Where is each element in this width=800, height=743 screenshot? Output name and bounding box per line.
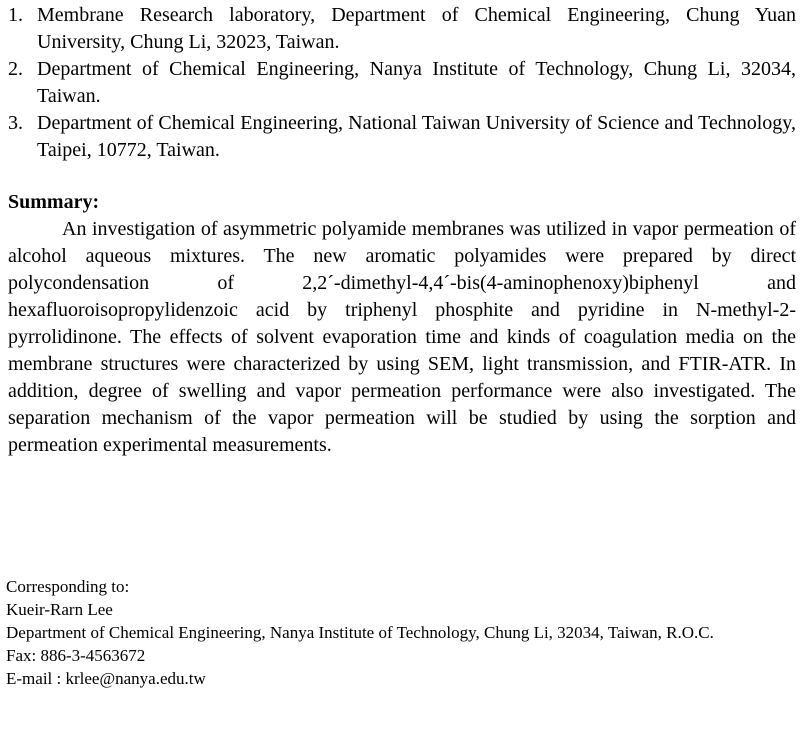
correspondence-fax: Fax: 886-3-4563672: [6, 646, 146, 665]
affiliation-number: 1.: [8, 4, 23, 26]
affiliation-item: [8, 2, 796, 56]
correspondence-email: E-mail : krlee@nanya.edu.tw: [6, 669, 206, 688]
affiliation-item: [8, 110, 796, 164]
summary-heading: Summary:: [8, 191, 100, 213]
correspondence-label: Corresponding to:: [6, 577, 130, 596]
correspondence-name: Kueir-Rarn Lee: [6, 600, 113, 619]
affiliation-text: Department of Chemical Engineering, National Taiwan University of Science and Technology, Taipei, 10772, Taiwan.: [37, 112, 796, 161]
affiliation-list: [8, 2, 796, 164]
affiliation-number: 3.: [8, 112, 23, 134]
correspondence-address: Department of Chemical Engineering, Nanya Institute of Technology, Chung Li, 32034, Taiwan, R.O.C.: [6, 623, 714, 642]
affiliation-text: Department of Chemical Engineering, Nanya Institute of Technology, Chung Li, 32034, Taiwan.: [37, 58, 796, 107]
correspondence-block: [6, 575, 786, 690]
affiliation-number: 2.: [8, 58, 23, 80]
summary-paragraph: An investigation of asymmetric polyamide membranes was utilized in vapor permeation of alcohol aqueous mixtures. The new aromatic polyamides were prepared by direct polycondensation of 2,2´-dimethyl-4,4´-bis(4-aminophenoxy)biphenyl and hexafluoroisopropylidenzoic acid by triphenyl phosphite and pyridine in N-methyl-2-pyrrolidinone. The effects of solvent evaporation time and kinds of coagulation media on the membrane structures were characterized by using SEM, light transmission, and FTIR-ATR. In addition, degree of swelling and vapor permeation performance were also investigated. The separation mechanism of the vapor permeation will be studied by using the sorption and permeation experimental measurements.: [8, 218, 796, 456]
affiliation-item: [8, 56, 796, 110]
affiliation-text: Membrane Research laboratory, Department of Chemical Engineering, Chung Yuan University, Chung Li, 32023, Taiwan.: [37, 4, 796, 53]
